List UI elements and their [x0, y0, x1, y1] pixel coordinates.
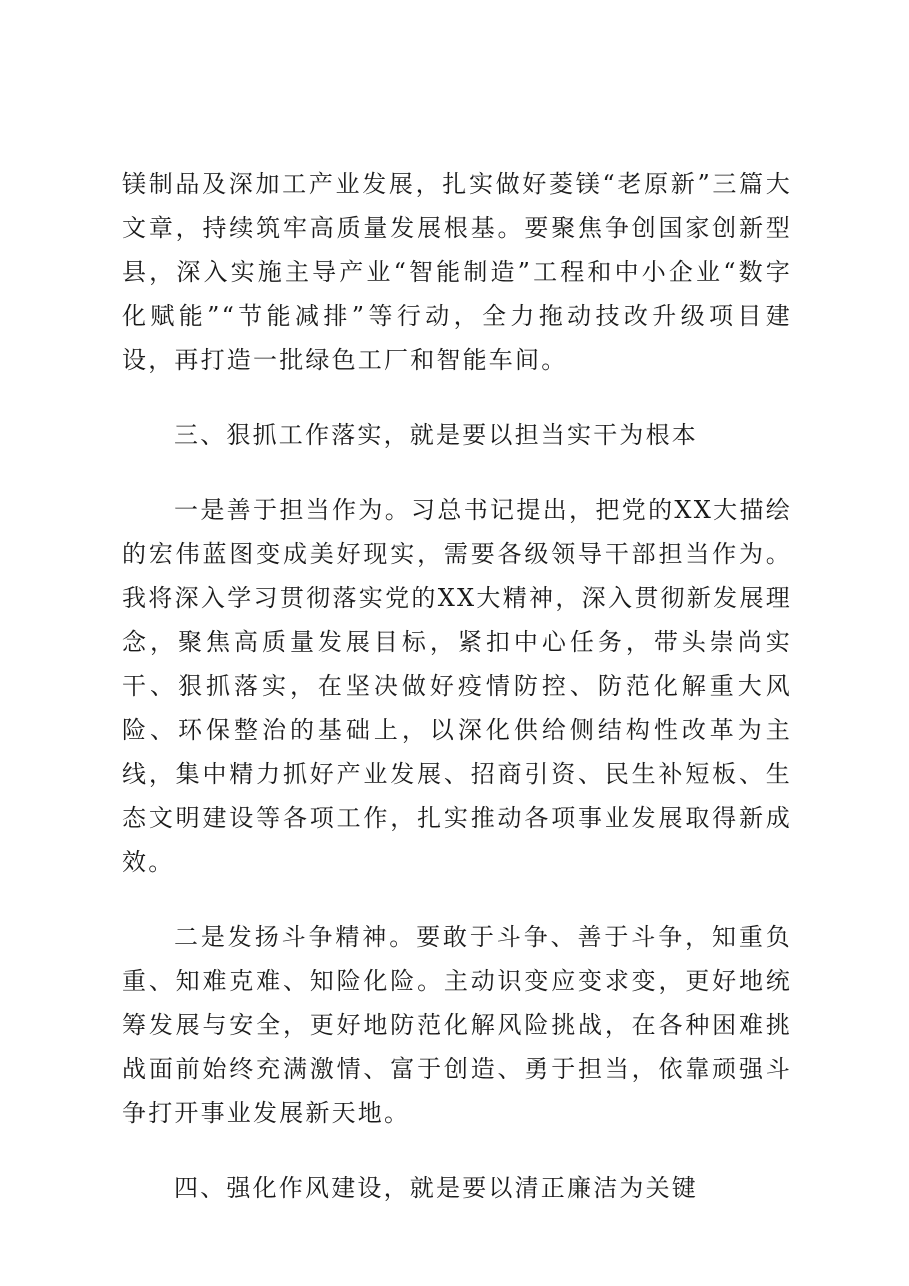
paragraph-point-2: 二是发扬斗争精神。要敢于斗争、善于斗争，知重负重、知难克难、知险化险。主动识变应变求变，更好地统筹发展与安全，更好地防范化解风险挑战，在各种困难挑战面前始终充满激情、富于创造、勇于担当，依靠顽强斗争打开事业发展新天地。	[122, 923, 792, 1127]
document-body	[122, 162, 792, 1241]
section-heading-4: 四、强化作风建设，就是要以清正廉洁为关键	[174, 1174, 698, 1202]
paragraph-point-1: 一是善于担当作为。习总书记提出，把党的XX大描绘的宏伟蓝图变成美好现实，需要各级领导干部担当作为。我将深入学习贯彻落实党的XX大精神，深入贯彻新发展理念，聚焦高质量发展目标，紧扣中心任务，带头崇尚实干、狠抓落实，在坚决做好疫情防控、防范化解重大风险、环保整治的基础上，以深化供给侧结构性改革为主线，集中精力抓好产业发展、招商引资、民生补短板、生态文明建设等各项工作，扎实推动各项事业发展取得新成效。	[122, 496, 792, 876]
section-heading-3: 三、狠抓工作落实，就是要以担当实干为根本	[174, 421, 698, 449]
paragraph-continuation: 镁制品及深加工产业发展，扎实做好菱镁“老原新”三篇大文章，持续筑牢高质量发展根基。要聚焦争创国家创新型县，深入实施主导产业“智能制造”工程和中小企业“数字化赋能”“节能减排”等行动，全力拖动技改升级项目建设，再打造一批绿色工厂和智能车间。	[122, 170, 792, 374]
